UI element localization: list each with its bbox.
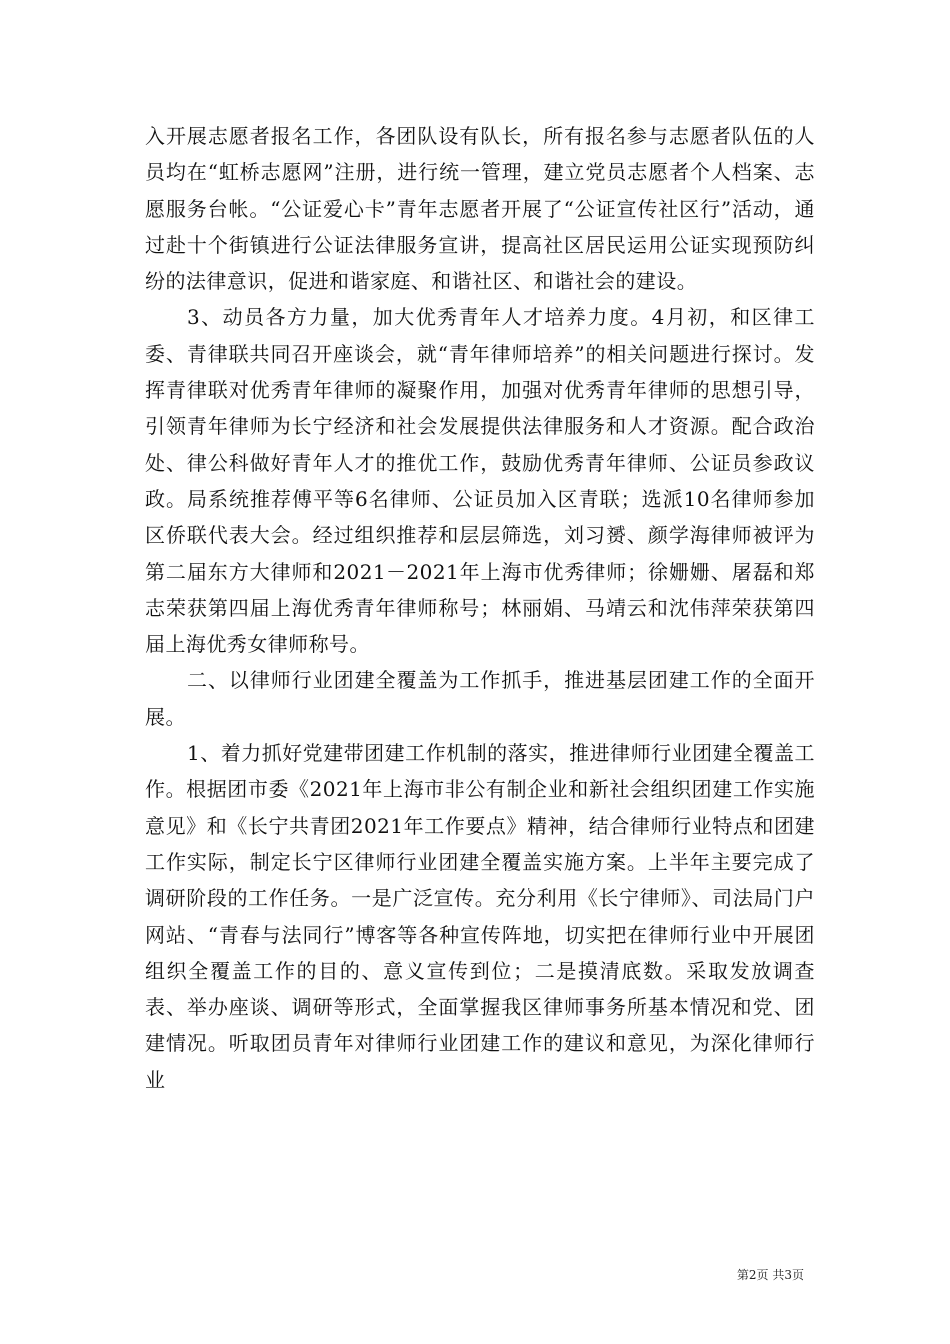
document-body <box>145 118 815 1098</box>
paragraph-1: 入开展志愿者报名工作，各团队设有队长，所有报名参与志愿者队伍的人员均在“虹桥志愿网”注册，进行统一管理，建立党员志愿者个人档案、志愿服务台帐。“公证爱心卡”青年志愿者开展了“公证宣传社区行”活动，通过赴十个街镇进行公证法律服务宣讲，提高社区居民运用公证实现预防纠纷的法律意识，促进和谐家庭、和谐社区、和谐社会的建设。 <box>145 124 815 294</box>
paragraph-4: 1、着力抓好党建带团建工作机制的落实，推进律师行业团建全覆盖工作。根据团市委《2021年上海市非公有制企业和新社会组织团建工作实施意见》和《长宁共青团2021年工作要点》精神，结合律师行业特点和团建工作实际，制定长宁区律师行业团建全覆盖实施方案。上半年主要完成了调研阶段的工作任务。一是广泛宣传。充分利用《长宁律师》、司法局门户网站、“青春与法同行”博客等各种宣传阵地，切实把在律师行业中开展团组织全覆盖工作的目的、意义宣传到位；二是摸清底数。采取发放调查表、举办座谈、调研等形式，全面掌握我区律师事务所基本情况和党、团建情况。听取团员青年对律师行业团建工作的建议和意见，为深化律师行业 <box>145 741 815 1092</box>
paragraph-3-section-heading: 二、以律师行业团建全覆盖为工作抓手，推进基层团建工作的全面开展。 <box>145 668 815 729</box>
page-number-footer: 第2页 共3页 <box>736 1268 804 1282</box>
paragraph-2: 3、动员各方力量，加大优秀青年人才培养力度。4月初，和区律工委、青律联共同召开座谈会，就“青年律师培养”的相关问题进行探讨。发挥青律联对优秀青年律师的凝聚作用，加强对优秀青年律师的思想引导，引领青年律师为长宁经济和社会发展提供法律服务和人才资源。配合政治处、律公科做好青年人才的推优工作，鼓励优秀青年律师、公证员参政议政。局系统推荐傅平等6名律师、公证员加入区青联；选派10名律师参加区侨联代表大会。经过组织推荐和层层筛选，刘习赟、颜学海律师被评为第二届东方大律师和2021－2021年上海市优秀律师；徐姗姗、屠磊和郑志荣获第四届上海优秀青年律师称号；林丽娟、马靖云和沈伟萍荣获第四届上海优秀女律师称号。 <box>145 305 815 657</box>
